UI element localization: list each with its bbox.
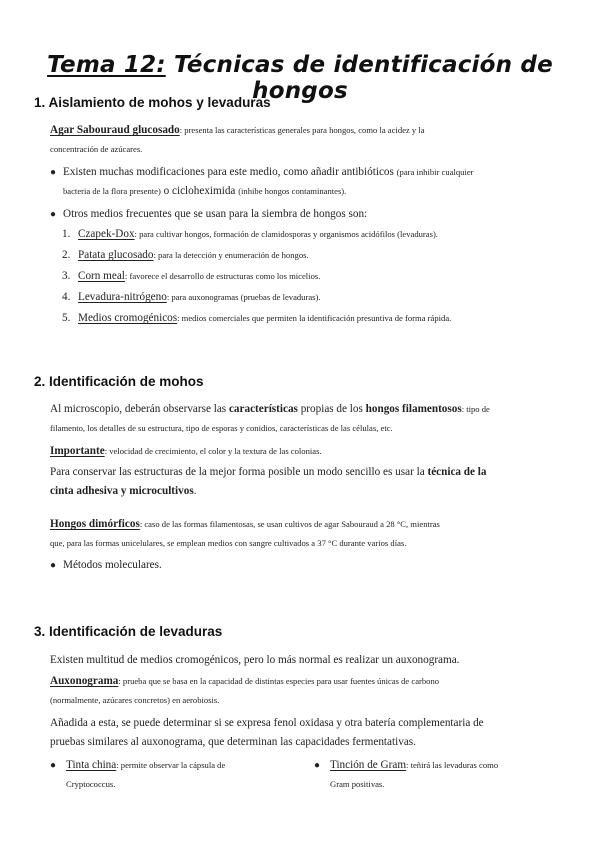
levaduras-paragraph: Existen multitud de medios cromogénicos, pero lo más normal es realizar un auxonograma. — [50, 654, 460, 666]
media-number: 5. — [62, 312, 71, 324]
conservar-text-a: Para conservar las estructuras de la mejor forma posible un modo sencillo es usar la — [50, 466, 428, 478]
mohos-paragraph — [50, 400, 550, 438]
fenol-text: Añadida a esta, se puede determinar si se expresa fenol oxidasa y otra batería complementaria de — [50, 717, 484, 729]
importante-term: Importante — [50, 445, 105, 457]
media-number: 2. — [62, 249, 71, 261]
bullet-icon: ● — [50, 167, 57, 178]
mohos-text-d: hongos filamentosos — [365, 403, 462, 415]
title-tema: Tema 12: — [47, 52, 166, 78]
media-desc: : medios comerciales que permiten la identificación presuntiva de forma rápida. — [177, 313, 452, 323]
bullet-icon: ● — [50, 560, 57, 571]
section2-heading: 2. Identificación de mohos — [34, 374, 204, 389]
auxonograma-text2: (normalmente, azúcares concretos) en aerobiosis. — [50, 695, 220, 705]
importante-paragraph — [50, 442, 550, 461]
media-name: Czapek-Dox — [78, 228, 135, 240]
bullet-icon: ● — [50, 760, 57, 771]
tinta-china-text: : permite observar la cápsula de — [116, 760, 226, 770]
moleculares-text: Métodos moleculares. — [63, 559, 162, 571]
auxonograma-term: Auxonograma — [50, 675, 119, 687]
auxonograma-paragraph — [50, 672, 550, 710]
media-desc: : para la detección y enumeración de hongos. — [153, 250, 309, 260]
bullet1-text-a: Existen muchas modificaciones para este medio, como añadir antibióticos — [63, 166, 397, 178]
tincion-gram-text: : teñirá las levaduras como — [406, 760, 499, 770]
title-text: Técnicas de identificación de hongos — [173, 52, 553, 104]
conservar-text-b: técnica de la — [427, 466, 487, 478]
sabouraud-paragraph — [50, 121, 550, 159]
auxonograma-text: : prueba que se basa en la capacidad de distintas especies para usar fuentes únicas de carbono — [118, 676, 440, 686]
list-item — [50, 205, 550, 224]
mohos-text-f: filamento, los detalles de su estructura, tipo de esporas y conidios, características de las células, etc. — [50, 423, 393, 433]
media-number: 4. — [62, 291, 71, 303]
sabouraud-text2: concentración de azúcares. — [50, 144, 143, 154]
list-item — [62, 288, 550, 307]
section3-heading: 3. Identificación de levaduras — [34, 624, 223, 639]
list-item — [50, 556, 550, 575]
media-desc: : para cultivar hongos, formación de clamidosporas y organismos acidófilos (levaduras). — [134, 229, 438, 239]
bullet1-text-c: bacteria de la flora presente) — [63, 186, 161, 196]
dimorficos-paragraph — [50, 515, 550, 553]
bullet-icon: ● — [50, 209, 57, 220]
tinta-china-term: Tinta china — [66, 759, 117, 771]
bullet-icon: ● — [314, 760, 321, 771]
list-item — [50, 163, 550, 201]
bullet1-text-d: o cicloheximida — [160, 185, 239, 197]
sabouraud-term: Agar Sabouraud glucosado — [50, 124, 180, 136]
conservar-text-c: cinta adhesiva y microcultivos — [50, 485, 194, 497]
media-name: Patata glucosado — [78, 249, 154, 261]
list-item — [50, 756, 290, 794]
tincion-gram-text2: Gram positivas. — [330, 779, 385, 789]
list-item — [62, 267, 550, 286]
mohos-text-b: características — [228, 403, 298, 415]
list-item — [62, 225, 550, 244]
list-item — [314, 756, 550, 794]
mohos-text-a: Al microscopio, deberán observarse las — [50, 403, 229, 415]
dimorficos-text: : caso de las formas filamentosas, se usan cultivos de agar Sabouraud a 28 °C, mientras — [139, 519, 440, 529]
bullet1-text-b: (para inhibir cualquier — [396, 167, 474, 177]
media-name: Medios cromogénicos — [78, 312, 178, 324]
section1-heading: 1. Aislamiento de mohos y levaduras — [34, 95, 271, 110]
fenol-paragraph — [50, 714, 550, 752]
mohos-text-e: : tipo de — [461, 404, 490, 414]
list-item — [62, 246, 550, 265]
media-number: 1. — [62, 228, 71, 240]
conservar-paragraph — [50, 463, 550, 501]
media-desc: : para auxonogramas (pruebas de levaduras). — [166, 292, 321, 302]
media-number: 3. — [62, 270, 71, 282]
list-item — [62, 309, 550, 328]
bullet1-text-e: (inhibe hongos contaminantes). — [238, 186, 347, 196]
importante-text: : velocidad de crecimiento, el color y la textura de las colonias. — [104, 446, 322, 456]
media-name: Levadura-nitrógeno — [78, 291, 167, 303]
sabouraud-text: : presenta las características generales para hongos, como la acidez y la — [179, 125, 425, 135]
conservar-text-d: . — [193, 485, 197, 497]
dimorficos-term: Hongos dimórficos — [50, 518, 140, 530]
bullet2-text: Otros medios frecuentes que se usan para la siembra de hongos son: — [63, 208, 368, 220]
media-name: Corn meal — [78, 270, 125, 282]
mohos-text-c: propias de los — [297, 403, 366, 415]
tinta-china-text2: Cryptococcus. — [66, 779, 116, 789]
tincion-gram-term: Tinción de Gram — [330, 759, 407, 771]
fenol-text2: pruebas similares al auxonograma, que determinan las capacidades fermentativas. — [50, 736, 416, 748]
dimorficos-text2: que, para las formas unicelulares, se emplean medios con sangre cultivados a 37 °C durante varios días. — [50, 538, 407, 548]
media-desc: : favorece el desarrollo de estructuras como los micelios. — [124, 271, 321, 281]
